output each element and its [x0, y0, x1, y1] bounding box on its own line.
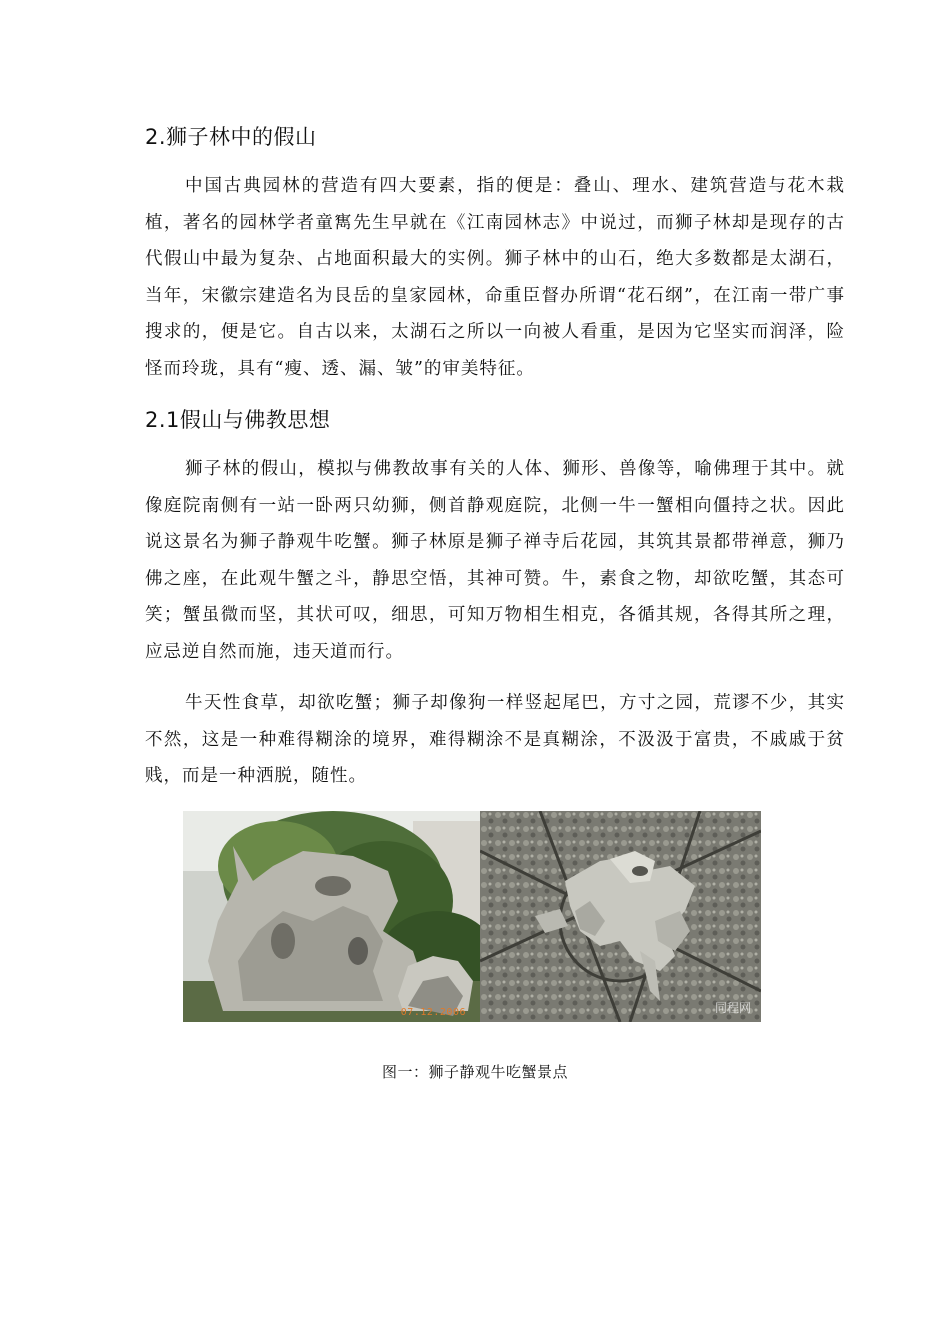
subsection-heading: 2.1假山与佛教思想 [145, 408, 331, 432]
section-heading: 2.狮子林中的假山 [145, 125, 317, 149]
figure-caption: 图一：狮子静观牛吃蟹景点 [381, 1063, 568, 1081]
photo-date-stamp: 07.12.2006 [400, 1007, 466, 1018]
section-paragraph: 中国古典园林的营造有四大要素，指的便是：叠山、理水、建筑营造与花木栽植，著名的园林学者童寯先生早就在《江南园林志》中说过，而狮子林却是现存的古代假山中最为复杂、占地面积最大的实例。狮子林中的山石，绝大多数都是太湖石，当年，宋徽宗建造名为艮岳的皇家园林，命重臣督办所谓“花石纲”，在江南一带广事搜求的，便是它。自古以来，太湖石之所以一向被人看重，是因为它坚实而润泽，险怪而玲珑，具有“瘦、透、漏、皱”的审美特征。 [145, 176, 845, 379]
subsection-paragraph-2: 牛天性食草，却欲吃蟹；狮子却像狗一样竖起尾巴，方寸之园，荒谬不少，其实不然，这是一种难得糊涂的境界，难得糊涂不是真糊涂，不汲汲于富贵，不戚戚于贫贱，而是一种洒脱，随性。 [145, 693, 845, 786]
subsection-paragraph-1: 狮子林的假山，模拟与佛教故事有关的人体、狮形、兽像等，喻佛理于其中。就像庭院南侧有一站一卧两只幼狮，侧首静观庭院，北侧一牛一蟹相向僵持之状。因此说这景名为狮子静观牛吃蟹。狮子林原是狮子禅寺后花园，其筑其景都带禅意，狮乃佛之座，在此观牛蟹之斗，静思空悟，其神可赞。牛，素食之物，却欲吃蟹，其态可笑；蟹虽微而坚，其状可叹，细思，可知万物相生相克，各循其规，各得其所之理，应忌逆自然而施，违天道而行。 [145, 459, 845, 662]
photo-watermark: 同程网 [714, 1001, 751, 1015]
photo-ox-crab-rock [480, 811, 761, 1022]
photo-lion-rock [183, 811, 480, 1022]
figure-photos [183, 811, 761, 1022]
